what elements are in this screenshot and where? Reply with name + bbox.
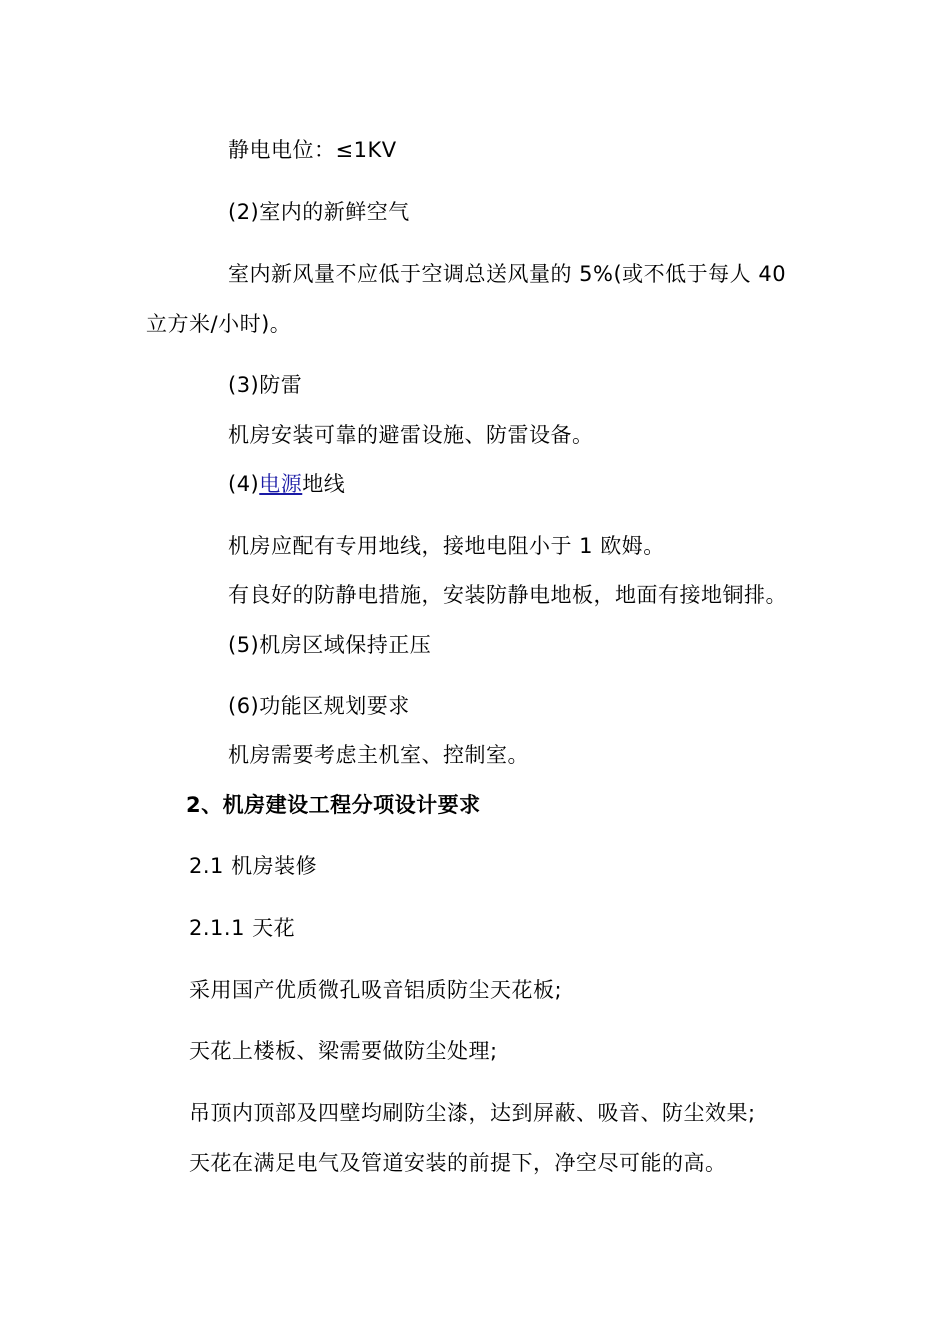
paragraph-ceiling-paint: 吊顶内顶部及四壁均刷防尘漆，达到屏蔽、吸音、防尘效果; xyxy=(189,1101,756,1125)
heading-functional-zones: (6)功能区规划要求 xyxy=(228,694,410,718)
section-heading-2-1-1: 2.1.1 天花 xyxy=(189,916,296,940)
paragraph-antistatic: 有良好的防静电措施，安装防静电地板，地面有接地铜排。 xyxy=(228,583,787,607)
section-heading-2-1: 2.1 机房装修 xyxy=(189,854,318,878)
paragraph-ceiling-height: 天花在满足电气及管道安装的前提下，净空尽可能的高。 xyxy=(189,1151,727,1175)
heading-fresh-air: (2)室内的新鲜空气 xyxy=(228,200,410,224)
power-link[interactable]: 电源 xyxy=(259,472,303,496)
heading-lightning: (3)防雷 xyxy=(228,373,303,397)
paragraph-ceiling-dustproof: 天花上楼板、梁需要做防尘处理; xyxy=(189,1039,498,1063)
paragraph-lightning: 机房安装可靠的避雷设施、防雷设备。 xyxy=(228,423,594,447)
paragraph-fresh-air-line1: 室内新风量不应低于空调总送风量的 5%(或不低于每人 40 xyxy=(228,262,787,286)
paragraph-static-potential: 静电电位：≤1KV xyxy=(228,138,397,162)
paragraph-ceiling-material: 采用国产优质微孔吸音铝质防尘天花板; xyxy=(189,978,563,1002)
heading-power-ground-prefix: (4) xyxy=(228,472,260,496)
heading-power-ground-suffix: 地线 xyxy=(302,472,346,496)
section-heading-2: 2、机房建设工程分项设计要求 xyxy=(186,793,481,817)
heading-power-ground xyxy=(228,470,345,498)
paragraph-fresh-air-line2: 立方米/小时)。 xyxy=(146,312,292,336)
paragraph-functional-zones: 机房需要考虑主机室、控制室。 xyxy=(228,743,529,767)
paragraph-ground-resistance: 机房应配有专用地线，接地电阻小于 1 欧姆。 xyxy=(228,534,665,558)
heading-positive-pressure: (5)机房区域保持正压 xyxy=(228,633,432,657)
